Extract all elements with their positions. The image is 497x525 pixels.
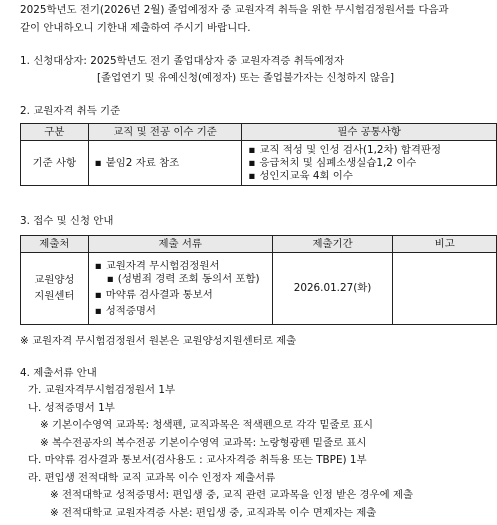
doc-item: ▪ 교원자격 무시험검정원서: [95, 260, 272, 273]
document-guide-note: ※ 전적대학교 성적증명서: 편입생 중, 교직 관련 교과목을 인정 받은 경우에 제출: [50, 489, 413, 501]
submission-table: [20, 235, 497, 325]
document-guide-note: ※ 복수전공자의 복수전공 기본이수영역 교과목: 노랑형광펜 밑줄로 표시: [40, 436, 367, 449]
document-guide-note: ※ 기본이수영역 교과목: 청색펜, 교직과목은 적색펜으로 각각 밑줄로 표시: [40, 419, 374, 431]
submission-deadline-cell: 2026.01.27(화): [272, 253, 393, 325]
document-guide-item: 가. 교원자격무시험검정원서 1부: [28, 384, 176, 396]
submission-header-deadline: 제출기간: [272, 236, 393, 253]
criteria-required-cell: [242, 141, 497, 186]
submission-remark-cell: [393, 253, 497, 325]
intro-line-1: 2025학년도 전기(2026년 2월) 졸업예정자 중 교원자격 취득을 위한 무시험검정원서를 다음과: [20, 4, 449, 16]
requirement-item: ▪ 응급처치 및 심폐소생실습1,2 이수: [248, 157, 496, 170]
criteria-standard-item: ▪ 붙임2 자료 참조: [95, 157, 242, 170]
submission-docs-cell: [88, 253, 272, 325]
doc-item: ▪ 성적증명서: [95, 305, 272, 318]
document-guide-item: 라. 편입생 전적대학 교직 교과목 이수 인정자 제출서류: [28, 471, 276, 484]
office-line-2: 지원센터: [34, 290, 75, 302]
section-3-title: 3. 접수 및 신청 안내: [20, 215, 114, 227]
doc-item-subline: ▪ (성범죄 경력 조회 동의서 포함): [95, 273, 272, 286]
document-guide-note: ※ 전적대학교 교원자격증 사본: 편입생 중, 교직과목 이수 면제자는 제출: [50, 506, 377, 519]
submission-header-docs: 제출 서류: [88, 236, 272, 253]
criteria-row-label: 기준 사항: [21, 141, 89, 186]
office-line-1: 교원양성: [34, 274, 75, 286]
criteria-header-category: 구분: [21, 124, 89, 141]
intro-line-2: 같이 안내하오니 기한내 제출하여 주시기 바랍니다.: [20, 22, 251, 34]
submission-office-cell: [21, 253, 89, 325]
section-1-note: [졸업연기 및 유예신청(예정자) 또는 졸업불가자는 신청하지 않음]: [97, 72, 395, 84]
criteria-table: [20, 123, 497, 186]
document-guide-item: 나. 성적증명서 1부: [28, 401, 115, 414]
submission-header-remark: 비고: [393, 236, 497, 253]
section-2-title: 2. 교원자격 취득 기준: [20, 105, 121, 117]
section-1-title: 1. 신청대상자: 2025학년도 전기 졸업대상자 중 교원자격증 취득예정자: [20, 55, 344, 67]
document-guide-item: 다. 마약류 검사결과 통보서(검사용도 : 교사자격증 취득용 또는 TBPE) 1부: [28, 454, 367, 466]
requirement-item: ▪ 성인지교육 4회 이수: [248, 170, 496, 183]
requirement-item: ▪ 교직 적성 및 인성 검사(1,2차) 합격판정: [248, 144, 496, 157]
submission-header-office: 제출처: [21, 236, 89, 253]
section-4-title: 4. 제출서류 안내: [20, 367, 97, 379]
criteria-header-required: 필수 공통사항: [242, 124, 497, 141]
criteria-header-standard: 교직 및 전공 이수 기준: [88, 124, 242, 141]
section-3-footnote: ※ 교원자격 무시험검정원서 원본은 교원양성지원센터로 제출: [20, 335, 297, 347]
doc-item: ▪ 마약류 검사결과 통보서: [95, 289, 272, 302]
criteria-standard-cell: [88, 141, 242, 186]
